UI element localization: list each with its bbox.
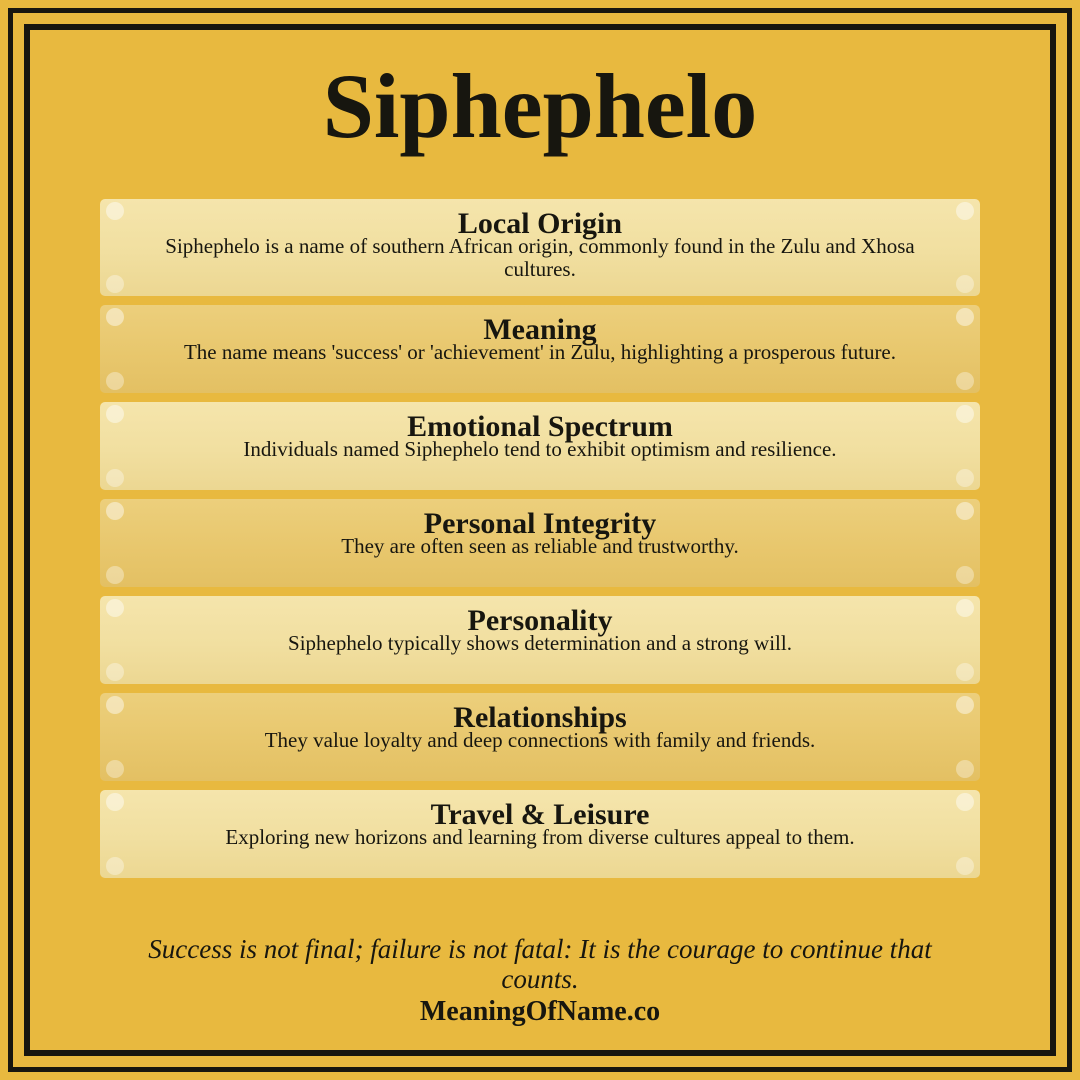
section-card-meaning <box>100 305 980 393</box>
section-text: Individuals named Siphephelo tend to exhibit optimism and resilience. <box>243 436 837 461</box>
section-heading: Travel & Leisure <box>430 797 650 831</box>
card-dot-bottom-left-icon <box>106 663 124 681</box>
section-card-emotional-spectrum <box>100 402 980 490</box>
section-card-relationships <box>100 693 980 781</box>
section-card-local-origin <box>100 199 980 296</box>
poster-content <box>30 30 1050 1050</box>
card-dot-bottom-left-icon <box>106 275 124 293</box>
section-heading: Relationships <box>453 700 627 734</box>
card-dot-bottom-left-icon <box>106 469 124 487</box>
section-text: Siphephelo typically shows determination and a strong will. <box>288 630 792 655</box>
section-text: Siphephelo is a name of southern African origin, commonly found in the Zulu and Xhosa cultures. <box>165 233 915 282</box>
card-dot-bottom-right-icon <box>956 760 974 778</box>
card-dot-bottom-right-icon <box>956 275 974 293</box>
section-text: They value loyalty and deep connections with family and friends. <box>264 727 816 752</box>
sections-list <box>100 199 980 878</box>
card-dot-bottom-right-icon <box>956 469 974 487</box>
section-heading: Local Origin <box>457 206 623 240</box>
footer <box>100 934 980 1050</box>
card-dot-bottom-right-icon <box>956 663 974 681</box>
card-dot-bottom-right-icon <box>956 372 974 390</box>
card-dot-bottom-left-icon <box>106 857 124 875</box>
card-dot-bottom-right-icon <box>956 566 974 584</box>
section-heading: Meaning <box>483 312 597 346</box>
section-text: The name means 'success' or 'achievement' in Zulu, highlighting a prosperous future. <box>183 339 897 364</box>
section-heading: Emotional Spectrum <box>407 409 673 443</box>
footer-quote: Success is not final; failure is not fatal: It is the courage to continue that counts. <box>148 933 932 994</box>
section-text: They are often seen as reliable and trustworthy. <box>341 533 739 558</box>
card-dot-bottom-left-icon <box>106 372 124 390</box>
card-dot-bottom-left-icon <box>106 760 124 778</box>
section-heading: Personal Integrity <box>423 506 657 540</box>
section-text: Exploring new horizons and learning from diverse cultures appeal to them. <box>225 824 855 849</box>
card-dot-bottom-right-icon <box>956 857 974 875</box>
page-title: Siphephelo <box>322 55 758 157</box>
card-dot-bottom-left-icon <box>106 566 124 584</box>
section-card-travel-leisure <box>100 790 980 878</box>
footer-brand: MeaningOfName.co <box>419 996 661 1027</box>
section-card-personal-integrity <box>100 499 980 587</box>
section-heading: Personality <box>467 603 613 637</box>
section-card-personality <box>100 596 980 684</box>
